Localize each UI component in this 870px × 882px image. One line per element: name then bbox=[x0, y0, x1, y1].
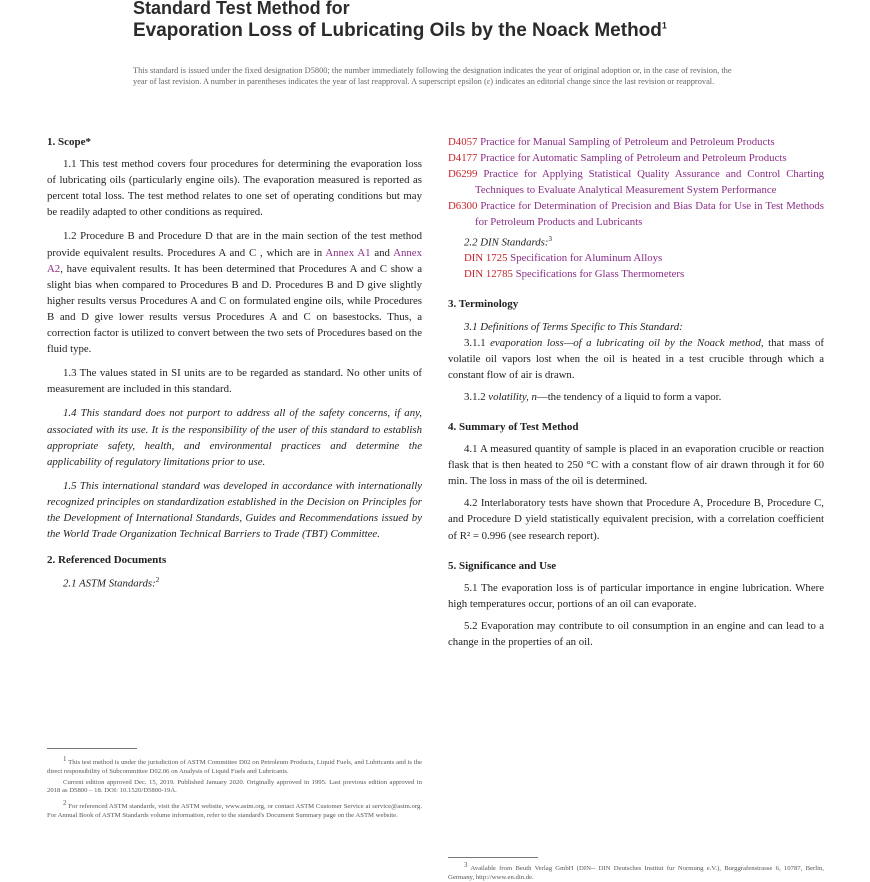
para-1-2-text-b: , have equivalent results. It has been determined that Procedures A and C show a slight bias when compared to Procedures B and D. Procedures B and D give slightly higher results versus Procedures A and C on formulated engine oils, while Procedures B and D give lower results versus Procedures A and C on basestocks. Thus, a correction factor is utilized to convert between the two sets of Procedures based on the fluid type. bbox=[47, 262, 422, 356]
ref-item-d4177 bbox=[448, 150, 824, 166]
left-footnotes bbox=[47, 755, 422, 820]
din-number-12785[interactable]: DIN 12785 bbox=[464, 268, 513, 281]
ref-title-d6300[interactable]: Practice for Determination of Precision and Bias Data for Use in Test Methods for Petroleum Products and Lubricants bbox=[475, 200, 824, 229]
para-4-1: 4.1 A measured quantity of sample is placed in an evaporation crucible or reaction flask that is then heated to 250 °C with a constant flow of air drawn through it for 60 min. The loss in mass of the oil is determined. bbox=[448, 443, 824, 488]
para-1-2 bbox=[47, 228, 422, 357]
footnote-1-text: This test method is under the jurisdiction of ASTM Committee D02 on Petroleum Products, Liquid Fuels, and Lubricants and is the direct responsibility of Subcommittee D02.06 on Analysis of Liquid Fuels and Lubricants. bbox=[47, 759, 422, 775]
para-5-1: 5.1 The evaporation loss is of particular importance in engine lubrication. Where high temperatures occur, portions of an oil can evaporate. bbox=[448, 581, 824, 610]
din-item-1725 bbox=[448, 250, 824, 266]
ref-item-d6299 bbox=[448, 166, 824, 198]
right-footnotes bbox=[448, 861, 824, 882]
para-1-3: 1.3 The values stated in SI units are to be regarded as standard. No other units of measurement are included in this standard. bbox=[47, 367, 422, 396]
ref-title-d4057[interactable]: Practice for Manual Sampling of Petroleum and Petroleum Products bbox=[477, 136, 775, 148]
section-heading-significance: 5. Significance and Use bbox=[448, 559, 557, 572]
footnote-3-marker: 3 bbox=[464, 861, 468, 869]
ref-number-d6300[interactable]: D6300 bbox=[448, 200, 478, 213]
ref-item-d4057 bbox=[448, 134, 824, 150]
section-heading-scope: 1. Scope* bbox=[47, 136, 91, 148]
footnote-2-text: For referenced ASTM standards, visit the ASTM website, www.astm.org, or contact ASTM Customer Service at service@astm.org. For Annual Book of ASTM Standards volume information, refer to the standard's Document Summary page on the ASTM website. bbox=[47, 803, 422, 819]
para-3-1-2-num: 3.1.2 bbox=[464, 390, 489, 403]
left-column bbox=[47, 134, 422, 592]
ref-number-d4057[interactable]: D4057 bbox=[448, 136, 478, 148]
title-footnote-marker: 1 bbox=[661, 20, 667, 31]
footnote-marker-2: 2 bbox=[155, 576, 160, 585]
ref-item-d6300 bbox=[448, 198, 824, 230]
footnote-3-text: Available from Beuth Verlag GmbH (DIN-- DIN Deutsches Institut fur Normung e.V.), Burggrafenstrasse 6, 10787, Berlin, Germany, http://www.en.din.de. bbox=[448, 865, 824, 881]
footnote-1b: Current edition approved Dec. 15, 2019. Published January 2020. Originally approved in 1995. Last previous edition approved in 2018 as D5800 – 18. DOI: 10.1520/D5800-19A. bbox=[47, 778, 422, 795]
footnote-2-marker: 2 bbox=[63, 799, 67, 808]
para-1-5: 1.5 This international standard was developed in accordance with internationally recognized principles on standardization established in the Decision on Principles for the Development of International Standards, Guides and Recommendations issued by the World Trade Organization Technical Barriers to Trade (TBT) Committee. bbox=[47, 479, 422, 541]
para-2-1-text: 2.1 ASTM Standards: bbox=[63, 577, 156, 590]
title-text: Evaporation Loss of Lubricating Oils by the Noack Method bbox=[133, 20, 662, 41]
para-3-1-1-num: 3.1.1 bbox=[464, 336, 491, 349]
section-heading-terminology: 3. Terminology bbox=[448, 298, 519, 311]
din-title-12785[interactable]: Specifications for Glass Thermometers bbox=[512, 268, 685, 281]
para-3-1-2-term: volatility, n bbox=[488, 390, 537, 403]
para-5-2: 5.2 Evaporation may contribute to oil consumption in an engine and can lead to a change in the properties of an oil. bbox=[448, 619, 824, 649]
para-2-1 bbox=[47, 572, 422, 592]
section-heading-referenced-documents: 2. Referenced Documents bbox=[47, 554, 167, 567]
para-4-2: 4.2 Interlaboratory tests have shown that Procedure A, Procedure B, Procedure C, and Procedure D yield statistically equivalent precision, with a correlation coefficient of R² = 0.996 (see research report). bbox=[448, 497, 824, 542]
footnote-3 bbox=[448, 861, 824, 882]
din-number-1725[interactable]: DIN 1725 bbox=[464, 252, 508, 265]
right-column bbox=[448, 134, 824, 650]
footnote-1-marker: 1 bbox=[63, 755, 67, 763]
annex-a2-link[interactable]: Annex A2 bbox=[47, 246, 422, 275]
document-title bbox=[133, 20, 773, 42]
document-subtitle: Standard Test Method for bbox=[133, 0, 350, 18]
section-heading-summary: 4. Summary of Test Method bbox=[448, 421, 579, 433]
para-2-2 bbox=[448, 231, 824, 251]
ref-title-d4177[interactable]: Practice for Automatic Sampling of Petroleum and Petroleum Products bbox=[477, 152, 787, 165]
para-2-2-text: 2.2 DIN Standards: bbox=[464, 236, 549, 249]
footnote-1 bbox=[47, 755, 422, 776]
din-item-12785 bbox=[448, 266, 824, 282]
para-3-1-1-term: evaporation loss—of a lubricating oil by the Noack method, bbox=[490, 336, 764, 349]
ref-title-d6299[interactable]: Practice for Applying Statistical Quality Assurance and Control Charting Techniques to Evaluate Analytical Measurement System Performance bbox=[475, 168, 824, 197]
footnote-2 bbox=[47, 799, 422, 820]
footnote-marker-3: 3 bbox=[548, 234, 552, 243]
ref-number-d4177[interactable]: D4177 bbox=[448, 152, 478, 165]
annex-a1-link[interactable]: Annex A1 bbox=[325, 246, 371, 259]
ref-number-d6299[interactable]: D6299 bbox=[448, 168, 478, 181]
para-3-1: 3.1 Definitions of Terms Specific to This Standard: bbox=[464, 320, 683, 333]
right-footnote-rule bbox=[448, 857, 538, 858]
para-1-2-and: and bbox=[370, 246, 394, 259]
para-3-1-1-def: that mass of volatile oil vapors lost when the oil is heated in a test crucible through which a constant flow of air is drawn. bbox=[448, 336, 824, 381]
din-title-1725[interactable]: Specification for Aluminum Alloys bbox=[507, 252, 663, 265]
para-1-4: 1.4 This standard does not purport to address all of the safety concerns, if any, associated with its use. It is the responsibility of the user of this standard to establish appropriate safety, health, and environmental practices and determine the applicability of regulatory limitations prior to use. bbox=[47, 407, 422, 468]
designation-notice: This standard is issued under the fixed designation D5800; the number immediately following the designation indicates the year of original adoption or, in the case of revision, the year of last revision. A number in parentheses indicates the year of last reapproval. A superscript epsilon (ε) indicates an editorial change since the last revision or reapproval. bbox=[133, 66, 732, 86]
para-3-1-1 bbox=[448, 335, 824, 383]
para-3-1-2-def: —the tendency of a liquid to form a vapor. bbox=[536, 390, 722, 403]
para-3-1-2 bbox=[448, 389, 824, 405]
para-1-1: 1.1 This test method covers four procedures for determining the evaporation loss of lubricating oils (particularly engine oils). The evaporation measured is reported as percent total loss. The test method relates to one set of operating conditions but may be readily adapted to other conditions as required. bbox=[47, 158, 422, 219]
left-footnote-rule bbox=[47, 748, 137, 749]
para-1-2-text-a: 1.2 Procedure B and Procedure D that are in the main section of the test method provide equivalent results. Procedures A and C , which are in bbox=[47, 230, 422, 259]
